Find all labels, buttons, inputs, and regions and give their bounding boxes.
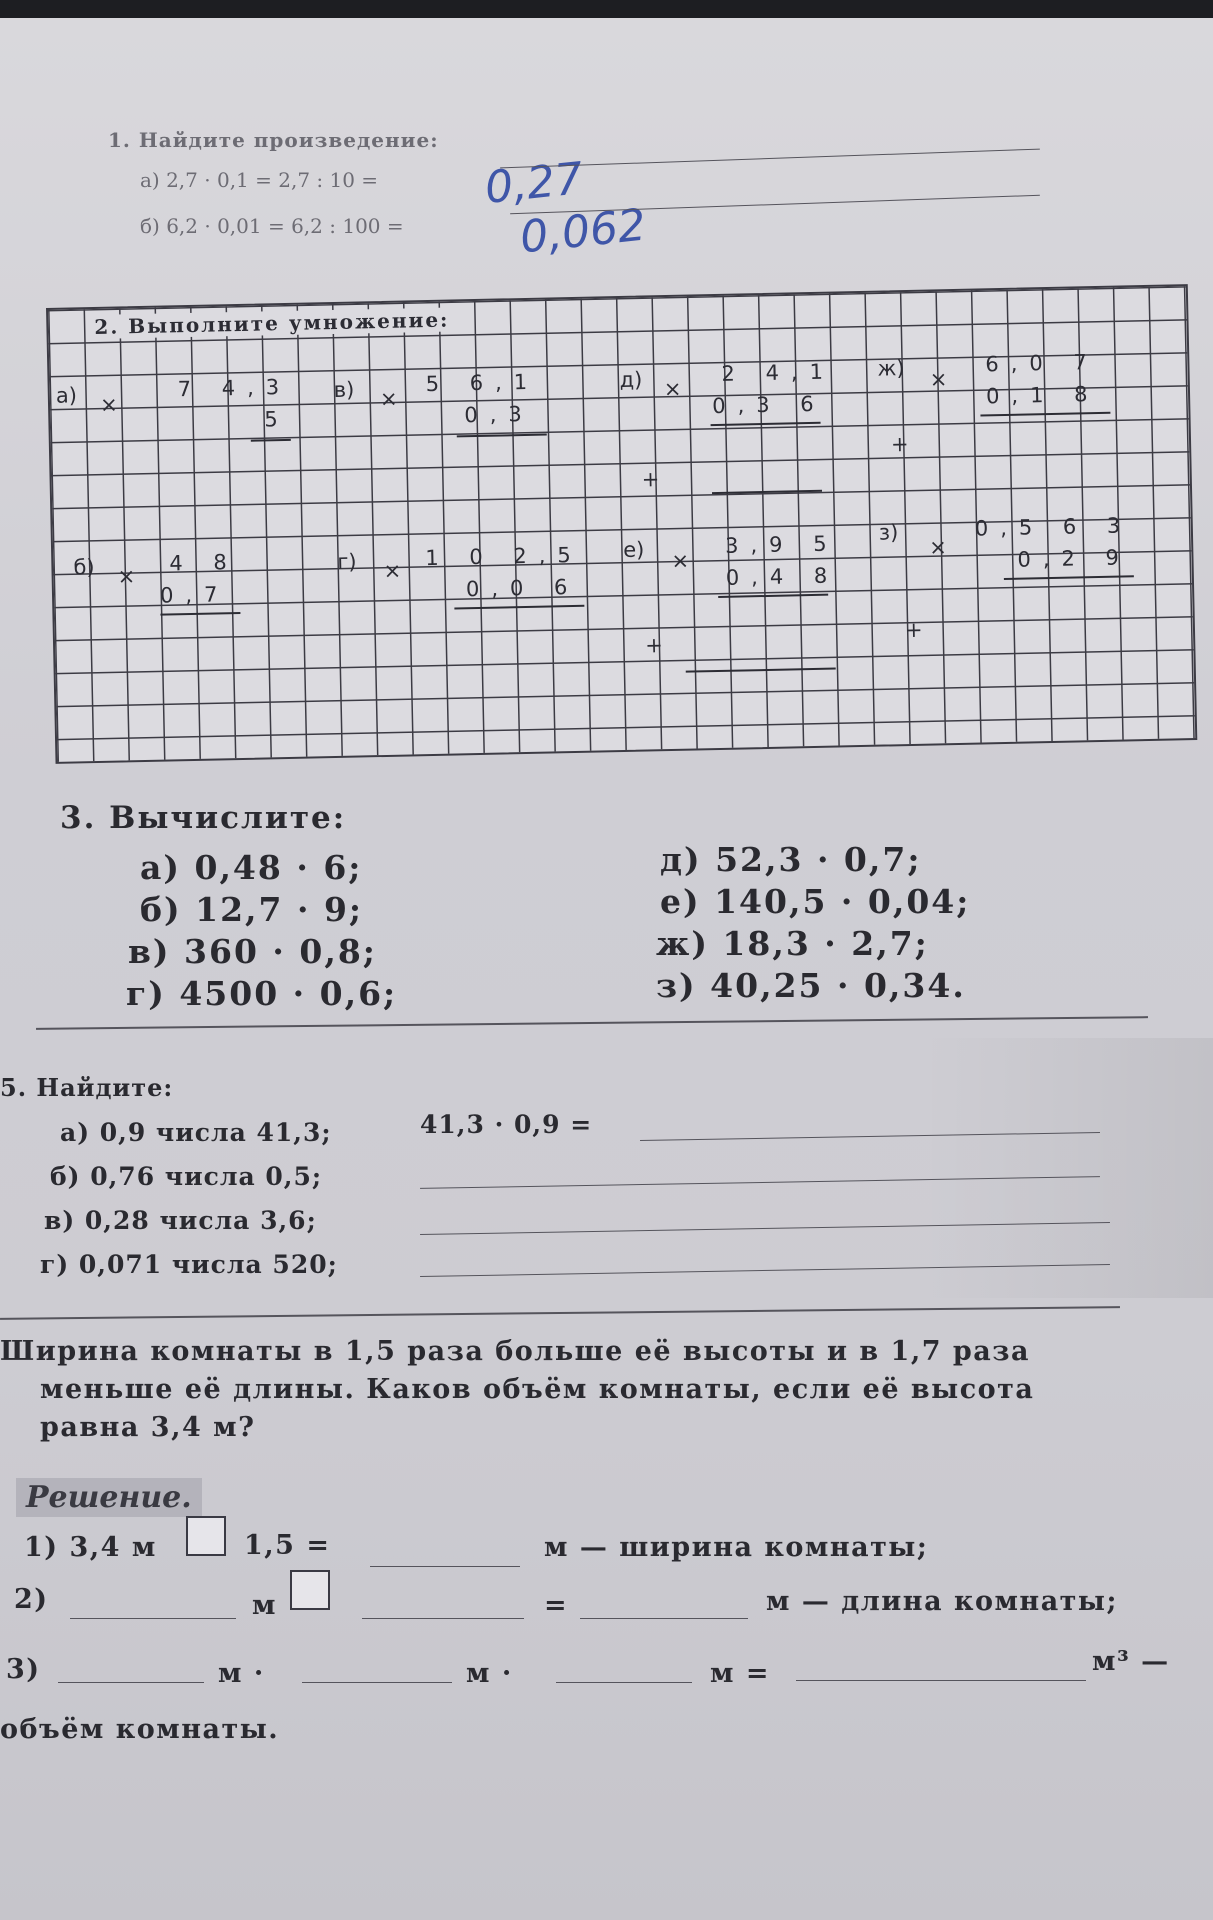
underline — [686, 668, 836, 673]
answer-line-a — [500, 149, 1040, 169]
expr-zh: ж) 18,3 · 2,7; — [656, 924, 929, 963]
operation-box[interactable] — [186, 1516, 226, 1556]
factor-top: 6,0 7 — [985, 349, 1100, 377]
expr-b: б) 12,7 · 9; — [140, 890, 364, 929]
operation-box[interactable] — [290, 1570, 330, 1610]
answer-line — [796, 1680, 1086, 1681]
underline — [1004, 575, 1134, 580]
step3-unit-1: м · — [218, 1658, 265, 1689]
find-b: б) 0,76 числа 0,5; — [50, 1162, 323, 1191]
step2-unit: м — [252, 1590, 277, 1621]
factor-bottom: 0,7 — [159, 582, 230, 608]
item-label: ж) — [877, 356, 905, 381]
factor-top: 5 6,1 — [425, 369, 540, 397]
step2-equals: = — [544, 1590, 569, 1621]
step3-unit-4: м³ — — [1092, 1646, 1170, 1677]
section5-title: 5. Найдите: — [0, 1073, 174, 1102]
item-label: в) — [333, 377, 355, 402]
step2-end: м — длина комнаты; — [766, 1586, 1118, 1617]
step1-mid: 1,5 = — [244, 1530, 331, 1561]
plus-sign: + — [644, 633, 664, 658]
section-divider — [0, 1306, 1120, 1320]
problem-line-3: равна 3,4 м? — [40, 1412, 256, 1443]
problem-line-2: меньше её длины. Каков объём комнаты, если её высота — [40, 1374, 1035, 1405]
item-label: д) — [619, 367, 643, 392]
expr-g: г) 4500 · 0,6; — [126, 974, 398, 1013]
times-sign: × — [99, 392, 118, 417]
step1-end: м — ширина комнаты; — [544, 1532, 929, 1563]
multiplication-grid — [46, 284, 1197, 764]
expr-v: в) 360 · 0,8; — [128, 932, 377, 971]
factor-bottom: 5 — [264, 407, 279, 432]
factor-bottom: 0,3 6 — [711, 391, 826, 419]
section1-item-b: б) 6,2 · 0,01 = 6,2 : 100 = — [140, 214, 404, 238]
find-a-expression: 41,3 · 0,9 = — [420, 1110, 593, 1139]
step1-start: 1) 3,4 м — [24, 1532, 157, 1563]
plus-sign: + — [641, 467, 660, 492]
factor-top: 0,5 6 3 — [974, 513, 1133, 541]
factor-top: 3,9 5 — [724, 531, 839, 558]
expr-e: е) 140,5 · 0,04; — [660, 882, 971, 921]
factor-bottom: 0,1 8 — [985, 381, 1100, 409]
underline — [251, 439, 291, 442]
handwritten-answer-a: 0,27 — [482, 153, 586, 214]
factor-top: 1 0 2,5 — [425, 542, 584, 571]
underline — [160, 612, 240, 616]
times-sign: × — [671, 548, 690, 573]
step2-start: 2) — [14, 1584, 49, 1615]
find-g: г) 0,071 числа 520; — [40, 1250, 338, 1279]
answer-line — [580, 1618, 748, 1619]
underline — [718, 594, 828, 598]
answer-line — [556, 1682, 692, 1683]
item-label: а) — [55, 383, 78, 408]
underline — [980, 412, 1110, 417]
answer-line — [58, 1682, 204, 1683]
section3-title: 3. Вычислите: — [60, 800, 347, 836]
expr-a: а) 0,48 · 6; — [140, 848, 363, 887]
plus-sign: + — [904, 617, 923, 643]
item-label: е) — [622, 537, 645, 562]
underline — [457, 434, 547, 438]
expr-z: з) 40,25 · 0,34. — [656, 966, 966, 1005]
item-label: б) — [73, 555, 95, 580]
worksheet-page — [0, 18, 1213, 1920]
times-sign: × — [383, 558, 402, 583]
times-sign: × — [379, 386, 398, 412]
section1-title: 1. Найдите произведение: — [108, 128, 439, 152]
factor-top: 2 4,1 — [721, 359, 836, 386]
underline — [711, 422, 821, 426]
item-label: з) — [878, 520, 899, 545]
factor-bottom: 0,0 6 — [465, 574, 580, 602]
factor-top: 7 4,3 — [177, 374, 292, 402]
answer-line — [362, 1618, 524, 1619]
answer-line — [70, 1618, 236, 1619]
shadow-area — [920, 1038, 1213, 1298]
times-sign: × — [117, 564, 136, 589]
step3-unit-3: м = — [710, 1658, 770, 1689]
step3-conclusion: объём комнаты. — [0, 1714, 280, 1745]
problem-line-1: Ширина комнаты в 1,5 раза больше её высоты и в 1,7 раза — [0, 1336, 1031, 1367]
find-a: а) 0,9 числа 41,3; — [60, 1118, 332, 1147]
section2-title: 2. Выполните умножение: — [88, 307, 456, 339]
step3-unit-2: м · — [466, 1658, 513, 1689]
underline — [454, 605, 584, 610]
times-sign: × — [928, 535, 948, 560]
step3-start: 3) — [6, 1654, 41, 1685]
times-sign: × — [929, 367, 948, 392]
answer-line — [370, 1566, 520, 1567]
underline — [712, 490, 822, 494]
solution-label: Решение. — [16, 1478, 202, 1517]
expr-d: д) 52,3 · 0,7; — [660, 840, 922, 879]
find-v: в) 0,28 числа 3,6; — [44, 1206, 317, 1235]
answer-line — [302, 1682, 452, 1683]
factor-bottom: 0,2 9 — [1017, 545, 1132, 572]
plus-sign: + — [890, 431, 909, 457]
section1-item-a: а) 2,7 · 0,1 = 2,7 : 10 = — [140, 168, 379, 192]
handwritten-answer-b: 0,062 — [517, 199, 649, 264]
item-label: г) — [337, 549, 357, 574]
times-sign: × — [663, 376, 682, 402]
section-divider — [36, 1016, 1148, 1030]
factor-bottom: 0,4 8 — [725, 563, 840, 590]
factor-top: 4 8 — [169, 550, 240, 576]
factor-bottom: 0,3 — [464, 401, 534, 428]
